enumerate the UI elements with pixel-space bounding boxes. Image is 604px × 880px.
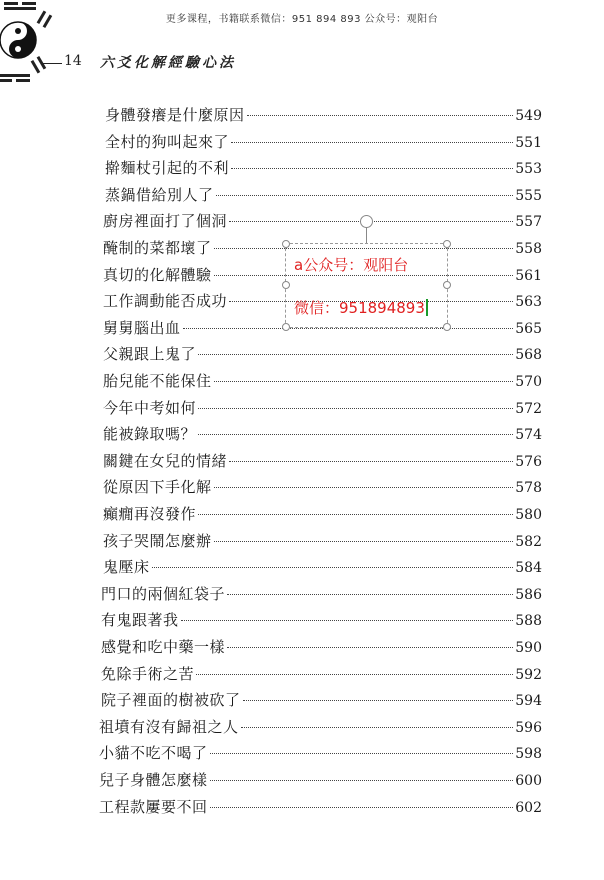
toc-entry-title: 全村的狗叫起來了	[105, 132, 230, 151]
toc-dot-leader	[229, 461, 513, 462]
toc-dot-leader	[198, 434, 513, 435]
toc-dot-leader	[198, 408, 513, 409]
toc-row	[101, 609, 542, 631]
resize-handle-top-left[interactable]	[282, 240, 290, 248]
toc-dot-leader	[181, 620, 514, 621]
toc-entry-title: 舅舅腦出血	[103, 318, 181, 337]
toc-dot-leader	[214, 487, 514, 488]
toc-row	[105, 104, 542, 126]
toc-entry-title: 今年中考如何	[103, 398, 197, 417]
toc-entry-title: 院子裡面的樹被砍了	[101, 691, 241, 710]
resize-handle-top-right[interactable]	[443, 240, 451, 248]
toc-dot-leader	[210, 807, 514, 808]
toc-entry-page: 590	[515, 640, 542, 656]
toc-entry-page: 582	[515, 533, 542, 550]
toc-entry-page: 557	[515, 214, 542, 231]
toc-entry-title: 身體發癢是什麼原因	[105, 106, 245, 124]
toc-row	[105, 131, 542, 153]
toc-entry-page: 598	[515, 746, 542, 763]
toc-entry-page: 561	[515, 267, 542, 284]
toc-entry-title: 孩子哭鬧怎麼辦	[103, 531, 212, 550]
toc-dot-leader	[214, 381, 514, 382]
toc-row	[103, 370, 542, 392]
toc-entry-page: 600	[515, 773, 542, 789]
toc-row	[105, 184, 542, 206]
toc-entry-title: 關鍵在女兒的情緒	[103, 451, 228, 470]
toc-entry-page: 580	[515, 507, 542, 523]
toc-entry-title: 癲癇再沒發作	[103, 505, 197, 523]
toc-dot-leader	[243, 700, 514, 701]
toc-dot-leader	[216, 195, 514, 196]
toc-entry-title: 有鬼跟著我	[101, 611, 179, 630]
toc-dot-leader	[214, 541, 514, 542]
toc-row	[101, 636, 542, 658]
toc-entry-page: 584	[515, 560, 542, 577]
toc-row	[103, 450, 542, 472]
overlay-text-line2[interactable]	[294, 297, 428, 318]
book-title: 六爻化解經驗心法	[100, 55, 236, 71]
toc-entry-title: 父親跟上鬼了	[103, 345, 197, 364]
toc-entry-title: 兒子身體怎麼樣	[99, 771, 208, 789]
toc-row	[99, 769, 542, 791]
toc-row	[101, 583, 542, 605]
toc-entry-page: 578	[515, 480, 542, 497]
toc-dot-leader	[198, 354, 513, 355]
resize-handle-bottom-left[interactable]	[282, 323, 290, 331]
toc-dot-leader	[198, 514, 513, 515]
toc-row	[103, 476, 542, 498]
toc-entry-page: 572	[515, 400, 542, 417]
toc-entry-page: 558	[515, 241, 542, 257]
toc-entry-title: 小貓不吃不喝了	[99, 744, 208, 763]
toc-dot-leader	[210, 753, 514, 754]
toc-dot-leader	[227, 594, 513, 595]
toc-entry-title: 廚房裡面打了個洞	[103, 212, 228, 231]
toc-entry-title: 工作調動能否成功	[103, 292, 228, 311]
toc-row	[103, 556, 542, 578]
toc-entry-page: 555	[515, 187, 542, 204]
toc-entry-title: 門口的兩個紅袋子	[101, 584, 226, 603]
toc-entry-title: 蒸鍋借給別人了	[105, 185, 214, 204]
toc-row	[99, 742, 542, 764]
toc-row	[101, 689, 542, 711]
page-number: 14	[64, 53, 82, 69]
toc-entry-title: 鬼壓床	[103, 558, 150, 577]
toc-row	[103, 503, 542, 525]
toc-entry-page: 563	[515, 294, 542, 311]
toc-dot-leader	[241, 727, 514, 728]
toc-row	[99, 796, 542, 818]
toc-dot-leader	[231, 168, 513, 169]
toc-entry-title: 擀麵杖引起的不利	[105, 159, 230, 178]
toc-entry-title: 感覺和吃中藥一樣	[101, 638, 226, 656]
text-caret	[426, 299, 428, 316]
toc-dot-leader	[227, 647, 513, 648]
toc-row	[105, 157, 542, 179]
toc-entry-title: 醃制的菜都壞了	[103, 239, 212, 257]
toc-entry-page: 596	[515, 719, 542, 736]
overlay-text-line2-value: 微信：951894893	[294, 299, 425, 317]
toc-entry-title: 免除手術之苦	[101, 664, 195, 683]
toc-row	[103, 397, 542, 419]
toc-entry-page: 568	[515, 347, 542, 364]
toc-entry-page: 586	[515, 586, 542, 603]
toc-entry-page: 553	[515, 161, 542, 178]
toc-dot-leader	[210, 780, 514, 781]
toc-entry-page: 588	[515, 613, 542, 630]
toc-entry-page: 594	[515, 693, 542, 710]
toc-entry-page: 592	[515, 666, 542, 683]
toc-entry-title: 祖墳有沒有歸祖之人	[99, 717, 239, 736]
toc-dot-leader	[247, 115, 514, 116]
toc-entry-page: 551	[515, 134, 542, 151]
toc-entry-page: 574	[515, 427, 542, 444]
toc-row	[101, 663, 542, 685]
toc-entry-title: 從原因下手化解	[103, 478, 212, 497]
overlay-text-line1[interactable]: a公众号：观阳台	[294, 256, 409, 274]
toc-row	[99, 716, 542, 738]
resize-handle-middle-left[interactable]	[282, 281, 290, 289]
toc-entry-page: 602	[515, 799, 542, 816]
toc-entry-page: 570	[515, 374, 542, 390]
resize-handle-bottom-right[interactable]	[443, 323, 451, 331]
toc-entry-title: 工程款屢要不回	[99, 797, 208, 816]
toc-entry-page: 565	[515, 320, 542, 337]
selection-rotate-line	[366, 227, 367, 243]
toc-row	[103, 423, 542, 445]
toc-entry-page: 576	[515, 453, 542, 470]
toc-row	[103, 343, 542, 365]
toc-entry-page: 549	[515, 108, 542, 124]
toc-dot-leader	[231, 142, 513, 143]
toc-dot-leader	[152, 567, 514, 568]
toc-entry-title: 胎兒能不能保住	[103, 372, 212, 390]
toc-dot-leader	[196, 674, 513, 675]
toc-row	[103, 530, 542, 552]
toc-entry-title: 能被錄取嗎？	[103, 425, 197, 444]
toc-entry-title: 真切的化解體驗	[103, 265, 212, 284]
toc-row	[103, 210, 542, 232]
top-watermark-note: 更多课程，书籍联系微信：951 894 893 公众号：观阳台	[165, 14, 439, 25]
resize-handle-middle-right[interactable]	[443, 281, 451, 289]
